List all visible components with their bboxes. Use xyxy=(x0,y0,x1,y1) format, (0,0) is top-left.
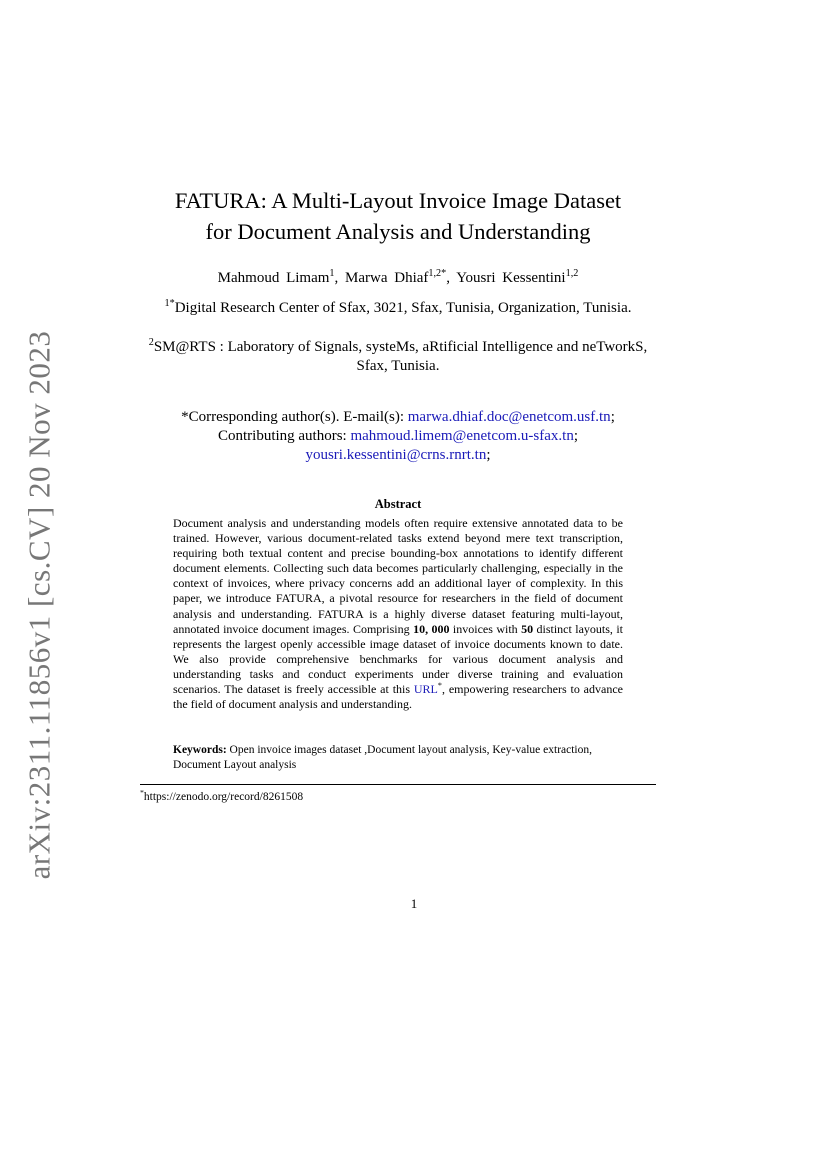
author-affil-mark: 1,2* xyxy=(428,268,447,279)
abstract-body xyxy=(173,516,623,712)
separator: ; xyxy=(610,409,615,425)
contributing-email-link-1[interactable]: mahmoud.limem@enetcom.u-sfax.tn xyxy=(350,428,574,444)
abstract-text: invoices with xyxy=(449,621,522,636)
abstract-text: , empowering researchers to advance the field of document analysis and understanding. xyxy=(173,682,623,712)
page-number: 1 xyxy=(410,896,418,911)
arxiv-sidebar xyxy=(19,330,59,880)
author-name: Yousri Kessentini xyxy=(456,270,566,286)
author-list: Mahmoud Limam$^1$, Marwa Dhiaf$^{1,2*}$, Yousri Kessentini$^{1,2}$ xyxy=(217,268,579,286)
corresponding-author-line xyxy=(140,408,656,427)
contributing-label: Contributing authors: xyxy=(217,428,351,444)
corresponding-email-link[interactable]: marwa.dhiaf.doc@enetcom.usf.tn xyxy=(407,409,611,425)
abstract-heading: Abstract xyxy=(374,497,422,511)
author-name: Marwa Dhiaf xyxy=(345,270,429,286)
contributing-authors-line-2 xyxy=(140,446,656,465)
author-affil-mark: 1 xyxy=(329,268,335,279)
affiliation-text: SM@RTS : Laboratory of Signals, systeMs, aRtificial Intelligence and neTworkS, Sfax, Tunisia. xyxy=(153,339,648,374)
abstract-bold-layouts: 50 xyxy=(521,621,534,636)
arxiv-identifier: arXiv:2311.11856v1 [cs.CV] 20 Nov 2023 xyxy=(21,330,57,880)
abstract-text: distinct layouts, it represents the largest openly accessible image dataset of invoice documents known to date. We also provide comprehensive benchmarks for various document analysis and understanding tasks and conduct experiments under diverse training and evaluation scenarios. The dataset is freely accessible at this xyxy=(173,621,624,697)
keywords-text: Open invoice images dataset ,Document layout analysis, Key-value extraction, Document Layout analysis xyxy=(173,744,592,771)
contributing-authors-line xyxy=(140,427,656,446)
footnote xyxy=(140,788,304,803)
author-name: Mahmoud Limam xyxy=(217,270,330,286)
separator: ; xyxy=(573,428,579,444)
paper-title xyxy=(140,185,656,247)
affiliation-2 xyxy=(140,338,656,376)
footnote-rule xyxy=(140,784,656,785)
abstract-text: Document analysis and understanding models often require extensive annotated data to be trained. However, various document-related tasks extend beyond mere text transcription, requiring both textual content and precise bounding-box annotations to identify different document elements. Collecting such data becomes particularly challenging, especially in the context of invoices, where privacy concerns add an additional layer of complexity. In this paper, we introduce FATURA, a pivotal resource for researchers in the field of document analysis and understanding. FATURA is a highly diverse dataset featuring multi-layout, annotated invoice document images. Comprising xyxy=(173,516,623,636)
corresponding-label: *Corresponding author(s). E-mail(s): xyxy=(181,409,408,425)
title-line-2: for Document Analysis and Understanding xyxy=(205,219,591,244)
contributing-email-link-2[interactable]: yousri.kessentini@crns.rnrt.tn xyxy=(305,447,487,463)
affiliation-text: Digital Research Center of Sfax, 3021, Sfax, Tunisia, Organization, Tunisia. xyxy=(174,300,632,316)
dataset-url-link[interactable]: URL xyxy=(413,682,438,697)
affiliation-mark: 2 xyxy=(148,337,154,348)
affiliation-mark: 1* xyxy=(164,298,175,309)
keywords-label: Keywords: xyxy=(173,744,227,756)
keywords xyxy=(173,743,623,773)
affiliation-1 xyxy=(140,299,656,318)
footnote-url: https://zenodo.org/record/8261508 xyxy=(143,791,304,803)
separator: ; xyxy=(486,447,491,463)
author-affil-mark: 1,2 xyxy=(565,268,579,279)
footnote-mark: * xyxy=(437,681,442,691)
abstract-bold-count: 10, 000 xyxy=(413,621,450,636)
footnote-mark: * xyxy=(140,788,144,798)
title-line-1: FATURA: A Multi-Layout Invoice Image Dataset xyxy=(174,188,622,213)
contact-block xyxy=(140,408,656,465)
